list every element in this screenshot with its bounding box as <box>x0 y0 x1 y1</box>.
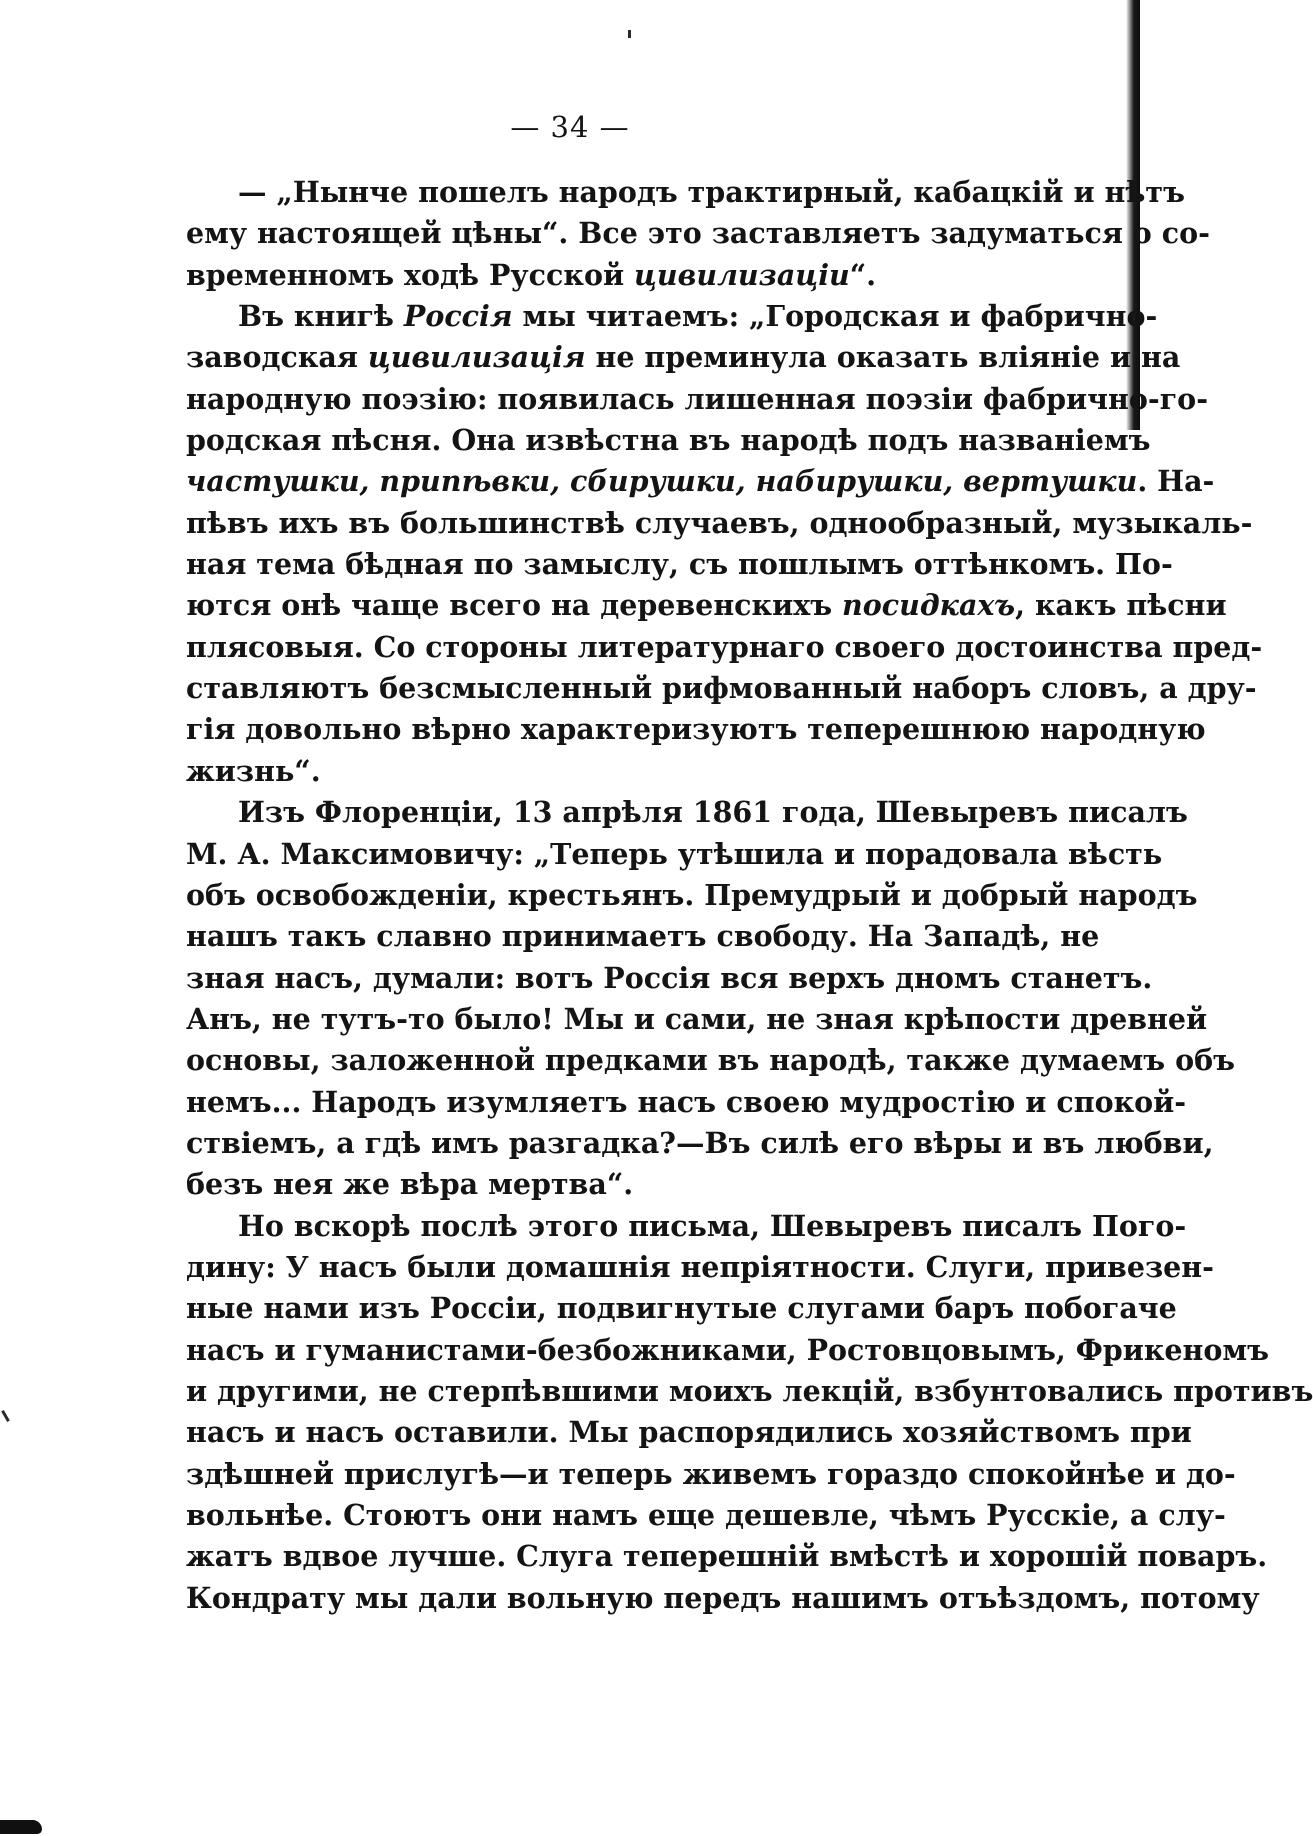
text-segment: . На- <box>1137 464 1215 499</box>
text-line <box>186 999 1208 1040</box>
text-line <box>186 420 1151 461</box>
text-segment: и другими, не стерпѣвшими моихъ лекцій, взбунтовались противъ <box>186 1373 1313 1408</box>
text-line <box>186 172 1185 213</box>
text-segment: временномъ ходѣ Русской <box>186 257 635 292</box>
text-line <box>186 544 1173 585</box>
text-segment: пѣвъ ихъ въ большинствѣ случаевъ, однообразный, музыкаль- <box>186 505 1253 540</box>
text-segment: плясовыя. Со стороны литературнаго своего достоинства пред- <box>186 629 1263 664</box>
text-line <box>186 1371 1313 1412</box>
body-text <box>186 172 1313 1619</box>
text-segment: не преминула оказать вліяніе и на <box>585 340 1181 375</box>
text-segment: безъ нея же вѣра мертва“. <box>186 1167 634 1202</box>
text-segment: ставляютъ безсмысленный рифмованный наборъ словъ, а дру- <box>186 671 1257 706</box>
text-segment: Кондрату мы дали вольную передъ нашимъ отъѣздомъ, потому <box>186 1580 1260 1615</box>
text-line <box>186 213 1210 254</box>
text-line <box>186 296 1158 337</box>
text-segment: вольнѣе. Стоютъ они намъ еще дешевле, чѣмъ Русскіе, а слу- <box>186 1498 1226 1532</box>
text-segment: мы читаемъ: „Городская и фабрично- <box>512 299 1158 334</box>
text-line <box>186 1454 1236 1495</box>
text-segment: немъ... Народъ изумляетъ насъ своею мудростію и спокой- <box>186 1084 1187 1119</box>
text-segment: основы, заложенной предками въ народѣ, также думаемъ объ <box>186 1043 1235 1078</box>
text-segment: насъ и гуманистами-безбожниками, Ростовцовымъ, Фрикеномъ <box>186 1332 1270 1367</box>
text-line <box>186 461 1215 502</box>
scan-smudge <box>0 1820 42 1834</box>
text-line <box>186 379 1209 420</box>
text-segment: ствіемъ, а гдѣ имъ разгадка?—Въ силѣ его вѣры и въ любви, <box>186 1125 1214 1160</box>
text-line <box>186 1247 1214 1288</box>
text-segment: М. А. Максимовичу: „Теперь утѣшила и порадовала вѣсть <box>186 836 1163 871</box>
italic-text: посидкахъ <box>842 588 1016 623</box>
text-segment: насъ и насъ оставили. Мы распорядились хозяйствомъ при <box>186 1415 1192 1450</box>
text-segment: нашъ такъ славно принимаетъ свободу. На Западѣ, не <box>186 919 1100 954</box>
text-line <box>186 1536 1268 1577</box>
text-segment: — „Нынче пошелъ народъ трактирный, кабацкій и нѣтъ <box>238 175 1185 209</box>
text-segment: ная тема бѣдная по замыслу, съ пошлымъ оттѣнкомъ. По- <box>186 547 1173 582</box>
text-line <box>186 1495 1226 1536</box>
text-line <box>186 1578 1260 1619</box>
text-line <box>186 1206 1187 1247</box>
scan-speck <box>628 30 631 38</box>
text-segment: объ освобожденіи, крестьянъ. Премудрый и добрый народъ <box>186 877 1198 912</box>
text-segment: , какъ пѣсни <box>1015 588 1227 623</box>
text-segment: ему настоящей цѣны“. Все это заставляетъ задуматься о со- <box>186 216 1210 251</box>
text-line <box>186 627 1263 668</box>
text-line <box>186 1123 1214 1164</box>
text-segment: народную поэзію: появилась лишенная поэзіи фабрично-го- <box>186 381 1209 416</box>
text-segment: ные нами изъ Россіи, подвигнутые слугами баръ побогаче <box>186 1291 1177 1326</box>
text-line <box>186 585 1227 626</box>
page-number: — 34 — <box>510 110 630 144</box>
text-segment: Но вскорѣ послѣ этого письма, Шевыревъ писалъ Пого- <box>238 1208 1187 1243</box>
text-line <box>186 875 1198 916</box>
text-line <box>186 1330 1270 1371</box>
text-segment: дину: У насъ были домашнія непріятности. Слуги, привезен- <box>186 1249 1214 1284</box>
italic-text: частушки, припѣвки, сбирушки, набирушки, вертушки <box>186 464 1138 499</box>
text-line <box>186 1288 1177 1329</box>
scan-speck <box>1 1410 10 1422</box>
text-segment: зная насъ, думали: вотъ Россія вся верхъ дномъ станетъ. <box>186 960 1153 995</box>
text-line <box>186 337 1181 378</box>
text-line <box>186 1164 1048 1205</box>
text-line <box>186 916 1100 957</box>
text-line <box>186 255 1048 296</box>
text-line <box>186 1040 1235 1081</box>
text-segment: Изъ Флоренціи, 13 апрѣля 1861 года, Шевыревъ писалъ <box>238 795 1188 830</box>
text-segment: родская пѣсня. Она извѣстна въ народѣ подъ названіемъ <box>186 423 1151 458</box>
text-segment: Анъ, не тутъ-то было! Мы и сами, не зная крѣпости древней <box>186 1001 1208 1036</box>
text-line <box>186 1082 1187 1123</box>
text-segment: заводская <box>186 340 368 375</box>
text-line <box>186 834 1163 875</box>
text-line <box>186 709 1206 750</box>
italic-text: цивилизація <box>367 340 586 375</box>
italic-text: цивилизаціи <box>634 257 850 292</box>
text-line <box>186 958 1153 999</box>
italic-text: Россія <box>403 299 513 334</box>
text-segment: здѣшней прислугѣ—и теперь живемъ гораздо спокойнѣе и до- <box>186 1456 1236 1491</box>
text-line <box>186 668 1257 709</box>
text-segment: ются онѣ чаще всего на деревенскихъ <box>186 588 843 623</box>
text-segment: гія довольно вѣрно характеризуютъ теперешнюю народную <box>186 712 1206 747</box>
text-segment: жизнь“. <box>186 753 321 788</box>
text-line <box>186 751 1048 792</box>
text-line <box>186 1412 1192 1453</box>
text-segment: “. <box>849 257 877 292</box>
text-line <box>186 792 1188 833</box>
text-line <box>186 503 1253 544</box>
text-segment: Въ книгѣ <box>238 299 404 334</box>
text-segment: жатъ вдвое лучше. Слуга теперешній вмѣстѣ и хорошій поваръ. <box>186 1539 1268 1574</box>
